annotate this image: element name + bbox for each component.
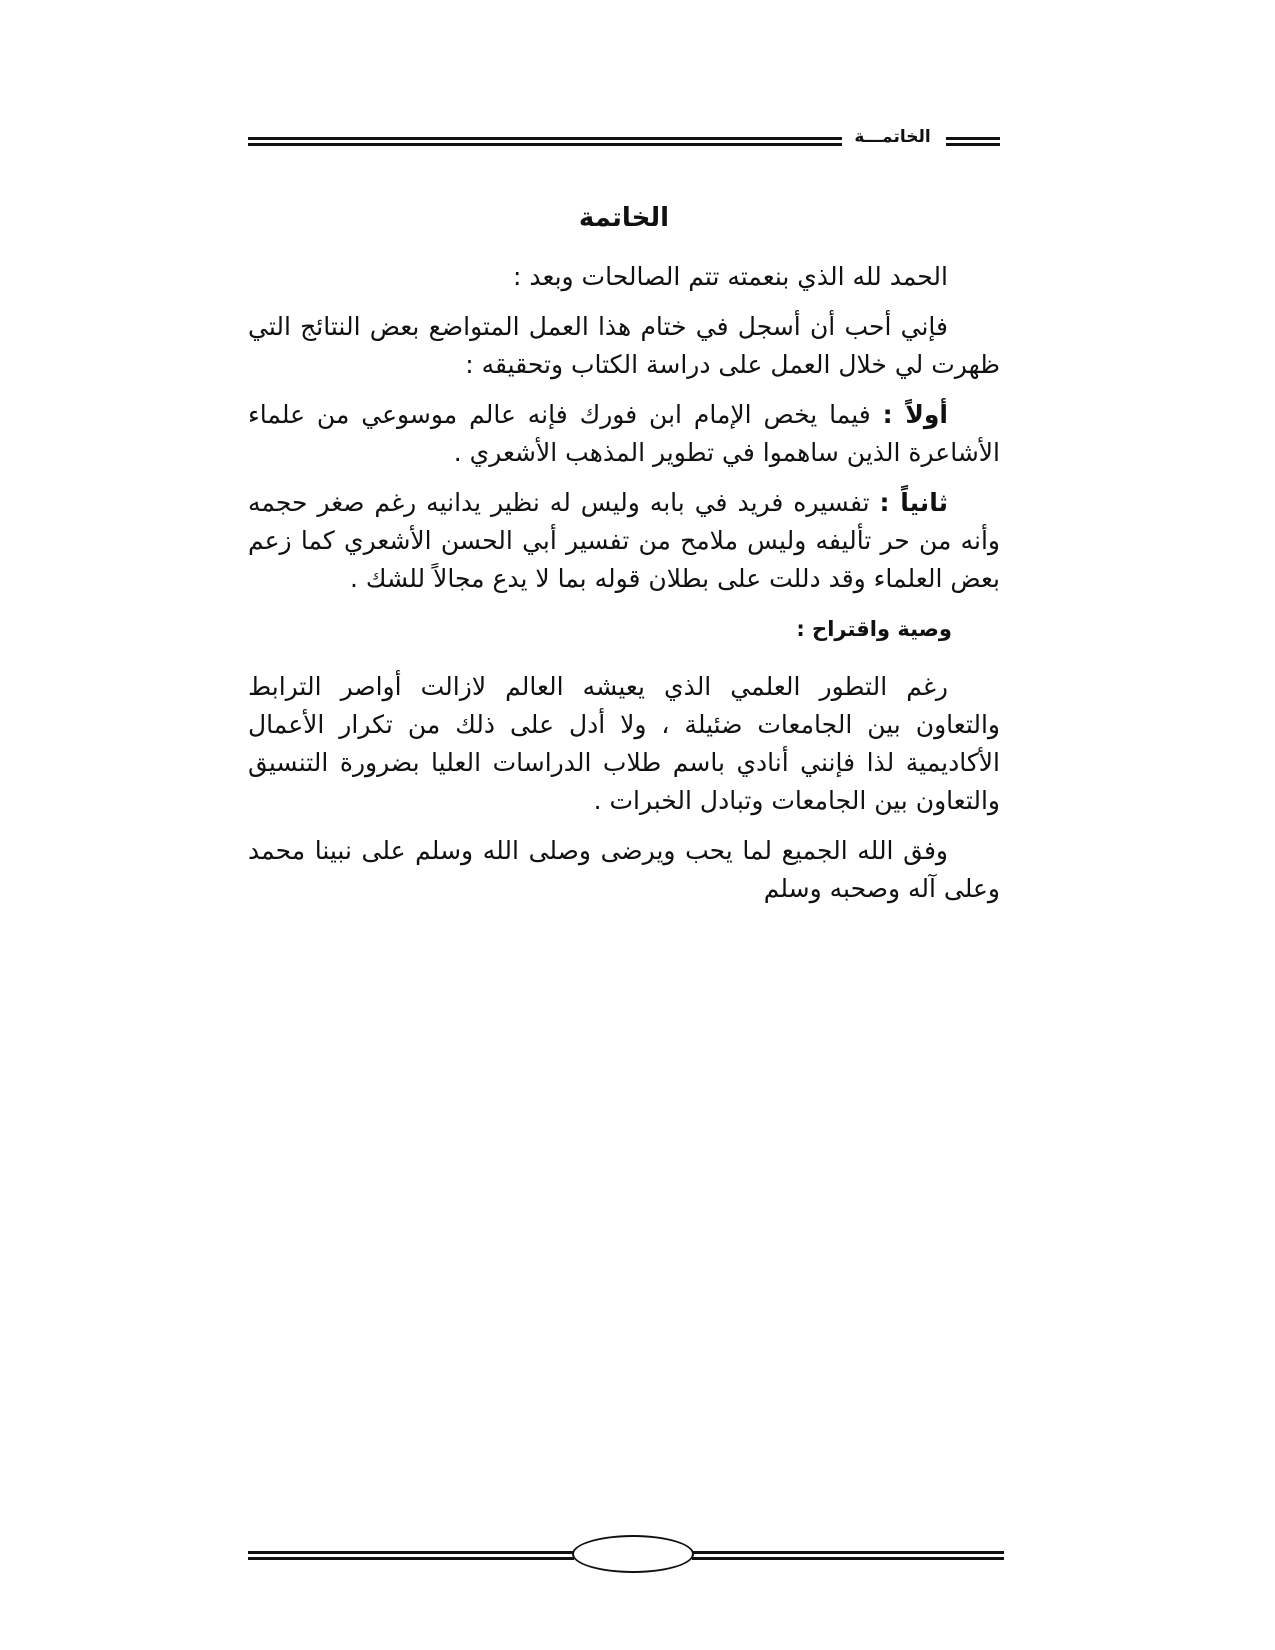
finding-second-label: ثانياً : (879, 488, 948, 517)
finding-second (248, 484, 1000, 598)
header-rule-long (248, 137, 842, 146)
finding-second-text: تفسيره فريد في بابه وليس له نظير يدانيه رغم صغر حجمه وأنه من حر تأليفه وليس ملامح من تفسير أبي الحسن الأشعري كما زعم بعض العلماء وقد دللت على بطلان قوله بما لا يدع مجالاً للشك . (248, 488, 1000, 593)
recommendation-heading: وصية واقتراح : (796, 617, 952, 641)
chapter-title: الخاتمة (578, 203, 670, 233)
finding-first-text: فيما يخص الإمام ابن فورك فإنه عالم موسوعي من علماء الأشاعرة الذين ساهموا في تطوير المذهب الأشعري . (248, 400, 1000, 467)
intro-paragraph: فإني أحب أن أسجل في ختام هذا العمل المتواضع بعض النتائج التي ظهرت لي خلال العمل على دراسة الكتاب وتحقيقه : (248, 312, 1000, 379)
page-number-oval (572, 1535, 694, 1573)
page-body (248, 200, 1000, 920)
finding-first (248, 396, 1000, 472)
finding-first-label: أولاً : (882, 400, 948, 429)
closing-paragraph: وفق الله الجميع لما يحب ويرضى وصلى الله وسلم على نبينا محمد وعلى آله وصحبه وسلم (248, 836, 1000, 903)
running-header (248, 127, 1000, 153)
footer-rule-right (692, 1551, 1004, 1560)
running-title: الخاتمـــة (854, 127, 931, 147)
header-rule-short (946, 137, 1000, 146)
opening-paragraph: الحمد لله الذي بنعمته تتم الصالحات وبعد : (513, 262, 948, 291)
recommendation-paragraph: رغم التطور العلمي الذي يعيشه العالم لازالت أواصر الترابط والتعاون بين الجامعات ضئيلة ، ولا أدل على ذلك من تكرار الأعمال الأكاديمية لذا فإنني أنادي باسم طلاب الدراسات العليا بضرورة التنسيق والتعاون بين الجامعات وتبادل الخبرات . (248, 672, 1000, 815)
page-footer-ornament (248, 1535, 1004, 1575)
footer-rule-left (248, 1551, 574, 1560)
